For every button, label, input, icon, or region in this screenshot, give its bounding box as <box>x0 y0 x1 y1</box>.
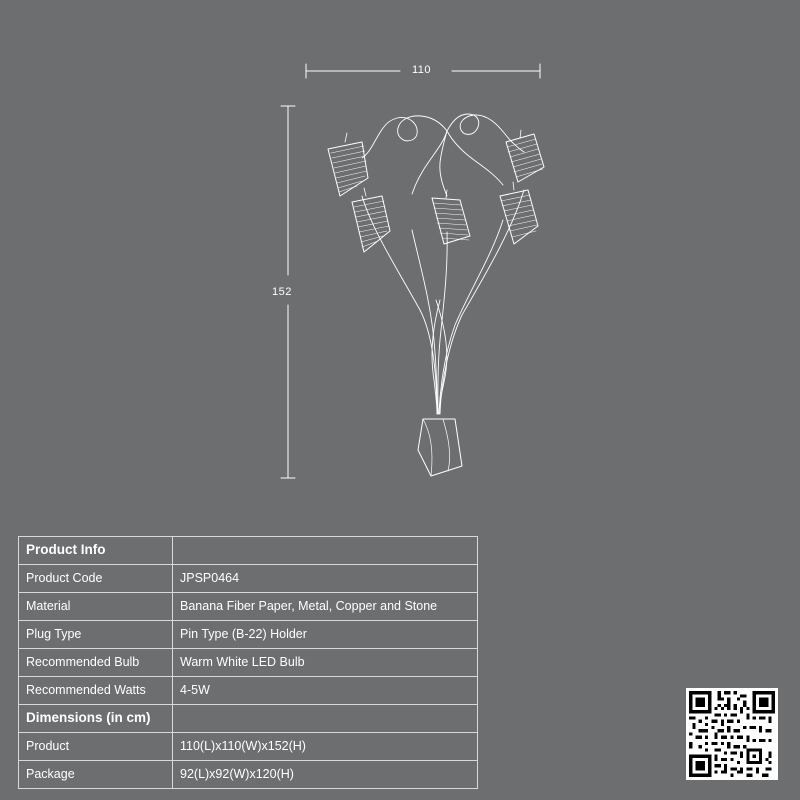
table-row <box>19 677 478 705</box>
stone-counterweight <box>418 419 462 476</box>
section-title-dimensions: Dimensions (in cm) <box>19 705 173 733</box>
row-label-recommended-watts: Recommended Watts <box>19 677 173 705</box>
row-label-product-dimensions: Product <box>19 733 173 761</box>
height-dimension-label: 152 <box>272 286 292 298</box>
row-label-package-dimensions: Package <box>19 761 173 789</box>
table-section-header <box>19 705 478 733</box>
table-row <box>19 621 478 649</box>
row-value-plug-type: Pin Type (B-22) Holder <box>173 621 478 649</box>
width-dimension-label: 110 <box>412 64 432 76</box>
lamp-shade-1 <box>328 133 368 196</box>
row-label-material: Material <box>19 593 173 621</box>
table-row <box>19 761 478 789</box>
lamp-cords <box>362 114 524 414</box>
table-row <box>19 733 478 761</box>
table-section-header <box>19 537 478 565</box>
row-value-recommended-bulb: Warm White LED Bulb <box>173 649 478 677</box>
row-value-recommended-watts: 4-5W <box>173 677 478 705</box>
table-row <box>19 649 478 677</box>
product-spec-table <box>18 536 478 789</box>
row-value-package-dimensions: 92(L)x92(W)x120(H) <box>173 761 478 789</box>
qr-code[interactable] <box>686 688 778 780</box>
row-label-recommended-bulb: Recommended Bulb <box>19 649 173 677</box>
lamp-shade-3 <box>432 190 470 244</box>
lamp-shade-4 <box>506 130 544 182</box>
row-label-plug-type: Plug Type <box>19 621 173 649</box>
section-title-dimensions-spacer <box>173 705 478 733</box>
table-row <box>19 565 478 593</box>
section-title-product-info: Product Info <box>19 537 173 565</box>
section-title-product-info-spacer <box>173 537 478 565</box>
table-row <box>19 593 478 621</box>
row-label-product-code: Product Code <box>19 565 173 593</box>
row-value-product-dimensions: 110(L)x110(W)x152(H) <box>173 733 478 761</box>
row-value-material: Banana Fiber Paper, Metal, Copper and Stone <box>173 593 478 621</box>
row-value-product-code: JPSP0464 <box>173 565 478 593</box>
